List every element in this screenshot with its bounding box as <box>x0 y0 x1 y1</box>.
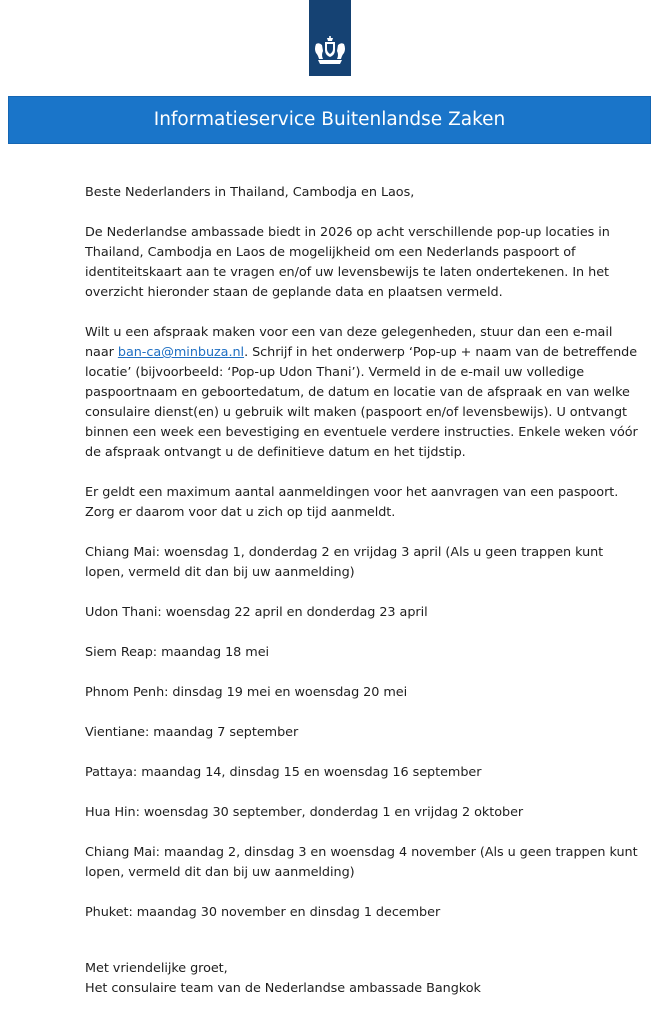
schedule-item: Siem Reap: maandag 18 mei <box>85 645 270 660</box>
schedule-item: Phuket: maandag 30 november en dinsdag 1 december <box>85 905 441 920</box>
schedule-item: Pattaya: maandag 14, dinsdag 15 en woensdag 16 september <box>85 765 482 780</box>
schedule-item: Chiang Mai: woensdag 1, donderdag 2 en vrijdag 3 april (Als u geen trappen kunt lopen, vermeld dit dan bij uw aanmelding) <box>85 545 604 580</box>
schedule-item: Vientiane: maandag 7 september <box>85 725 299 740</box>
maximum-notice: Er geldt een maximum aantal aanmeldingen voor het aanvragen van een paspoort. Zorg er daarom voor dat u zich op tijd aanmeldt. <box>85 485 619 520</box>
schedule-item: Phnom Penh: dinsdag 19 mei en woensdag 20 mei <box>85 685 408 700</box>
schedule-list <box>85 543 645 923</box>
appointment-text-after: . Schrijf in het onderwerp ‘Pop-up + naam van de betreffende locatie’ (bijvoorbeeld: ‘Pop-up Udon Thani’). Vermeld in de e-mail uw volledige paspoortnaam en geboortedatum, de datum en locatie van de afspraak en van welke consulaire dienst(en) u gebruik wilt maken (paspoort en/of levensbewijs). U ontvangt binnen een week een bevestiging en eventuele verdere instructies. Enkele weken vóór de afspraak ontvangt u de definitieve datum en het tijdstip. <box>85 345 638 460</box>
page-banner <box>8 96 651 144</box>
intro-paragraph: De Nederlandse ambassade biedt in 2026 op acht verschillende pop-up locaties in Thailand, Cambodja en Laos de mogelijkheid om een Nederlands paspoort of identiteitskaart aan te vragen en/of uw levensbewijs te laten ondertekenen. In het overzicht hieronder staan de geplande data en plaatsen vermeld. <box>85 225 610 300</box>
schedule-item: Udon Thani: woensdag 22 april en donderdag 23 april <box>85 605 428 620</box>
schedule-item: Chiang Mai: maandag 2, dinsdag 3 en woensdag 4 november (Als u geen trappen kunt lopen, vermeld dit dan bij uw aanmelding) <box>85 845 638 880</box>
appointment-paragraph <box>85 323 645 463</box>
greeting: Beste Nederlanders in Thailand, Cambodja en Laos, <box>85 185 415 200</box>
banner-title: Informatieservice Buitenlandse Zaken <box>153 109 506 130</box>
appointment-text-before: Wilt u een afspraak maken voor een van deze gelegenheden, stuur dan een e-mail naar <box>85 325 613 360</box>
rijksoverheid-logo <box>309 0 351 76</box>
letter-body <box>85 183 645 999</box>
email-link[interactable]: ban-ca@minbuza.nl <box>117 345 245 360</box>
signoff <box>85 959 645 999</box>
coat-of-arms-icon <box>312 36 348 66</box>
schedule-item: Hua Hin: woensdag 30 september, donderdag 1 en vrijdag 2 oktober <box>85 805 524 820</box>
closing: Met vriendelijke groet, <box>85 961 228 976</box>
signature: Het consulaire team van de Nederlandse ambassade Bangkok <box>85 981 481 996</box>
